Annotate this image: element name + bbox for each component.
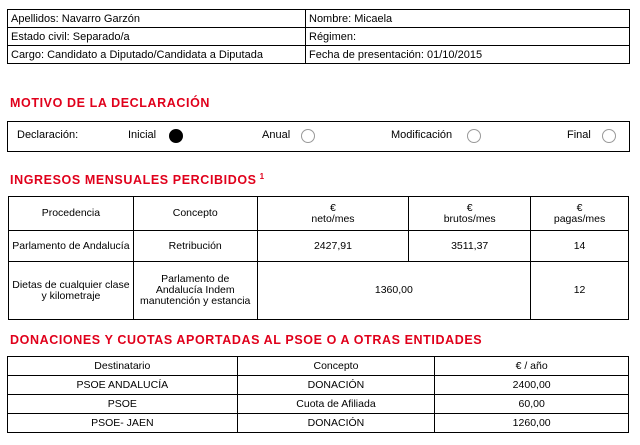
declaracion-type-box xyxy=(7,121,630,152)
ingresos-heading xyxy=(10,172,265,187)
motivo-heading: MOTIVO DE LA DECLARACIÓN xyxy=(10,96,211,110)
concepto-cell: DONACIÓN xyxy=(237,414,435,433)
table-row xyxy=(8,395,629,414)
euro-symbol: € xyxy=(330,201,336,214)
regimen-cell: Régimen: xyxy=(306,28,630,46)
header-importe: € / año xyxy=(435,357,629,376)
ingresos-heading-text: INGRESOS MENSUALES PERCIBIDOS xyxy=(10,173,257,188)
header-concepto: Concepto xyxy=(237,357,435,376)
nombre-cell: Nombre: Micaela xyxy=(306,10,630,28)
procedencia-cell: Parlamento de Andalucía xyxy=(9,231,134,262)
option-anual-radio[interactable] xyxy=(301,129,315,143)
importe-cell: 2400,00 xyxy=(435,376,629,395)
personal-data-table xyxy=(7,9,630,64)
option-inicial-label: Inicial xyxy=(128,129,157,141)
header-brutos xyxy=(409,197,531,231)
cargo-cell: Cargo: Candidato a Diputado/Candidata a Diputada xyxy=(8,46,306,64)
table-row xyxy=(8,10,630,28)
euro-symbol: € xyxy=(466,201,473,214)
procedencia-cell: Dietas de cualquier clase y kilometraje xyxy=(9,262,134,320)
option-inicial-radio[interactable] xyxy=(169,129,183,143)
importe-cell: 1360,00 xyxy=(257,262,530,320)
option-final-radio[interactable] xyxy=(602,129,616,143)
table-row xyxy=(9,231,629,262)
option-anual-label: Anual xyxy=(262,129,291,141)
option-modificacion-label: Modificación xyxy=(391,129,453,141)
estado-civil-cell: Estado civil: Separado/a xyxy=(8,28,306,46)
table-row xyxy=(8,46,630,64)
header-neto-label: neto/mes xyxy=(311,212,355,225)
header-procedencia: Procedencia xyxy=(9,197,134,231)
header-concepto: Concepto xyxy=(133,197,257,231)
donaciones-table xyxy=(7,356,629,433)
pagas-cell: 12 xyxy=(531,262,629,320)
option-modificacion-radio[interactable] xyxy=(467,129,481,143)
table-row xyxy=(8,28,630,46)
concepto-cell: DONACIÓN xyxy=(237,376,435,395)
table-row xyxy=(9,262,629,320)
destinatario-cell: PSOE xyxy=(8,395,238,414)
header-pagas xyxy=(531,197,629,231)
importe-cell: 1260,00 xyxy=(435,414,629,433)
header-brutos-label: brutos/mes xyxy=(443,212,496,225)
table-row xyxy=(8,414,629,433)
footnote-marker: 1 xyxy=(259,172,265,181)
table-header-row xyxy=(8,357,629,376)
header-destinatario: Destinatario xyxy=(8,357,238,376)
destinatario-cell: PSOE- JAEN xyxy=(8,414,238,433)
fecha-cell: Fecha de presentación: 01/10/2015 xyxy=(306,46,630,64)
header-pagas-label: pagas/mes xyxy=(553,212,606,225)
concepto-cell: Retribución xyxy=(133,231,257,262)
destinatario-cell: PSOE ANDALUCÍA xyxy=(8,376,238,395)
concepto-cell: Cuota de Afiliada xyxy=(237,395,435,414)
ingresos-table xyxy=(8,196,629,320)
donaciones-heading: DONACIONES Y CUOTAS APORTADAS AL PSOE O A OTRAS ENTIDADES xyxy=(10,333,483,347)
header-neto xyxy=(257,197,409,231)
euro-symbol: € xyxy=(576,201,583,214)
pagas-cell: 14 xyxy=(531,231,629,262)
brutos-cell: 3511,37 xyxy=(409,231,531,262)
table-header-row xyxy=(9,197,629,231)
table-row xyxy=(8,376,629,395)
apellidos-cell: Apellidos: Navarro Garzón xyxy=(8,10,306,28)
option-final-label: Final xyxy=(567,129,591,141)
neto-cell: 2427,91 xyxy=(257,231,409,262)
declaracion-label: Declaración: xyxy=(17,129,79,141)
concepto-cell: Parlamento de Andalucía Indem manutención y estancia xyxy=(133,262,257,320)
importe-cell: 60,00 xyxy=(435,395,629,414)
